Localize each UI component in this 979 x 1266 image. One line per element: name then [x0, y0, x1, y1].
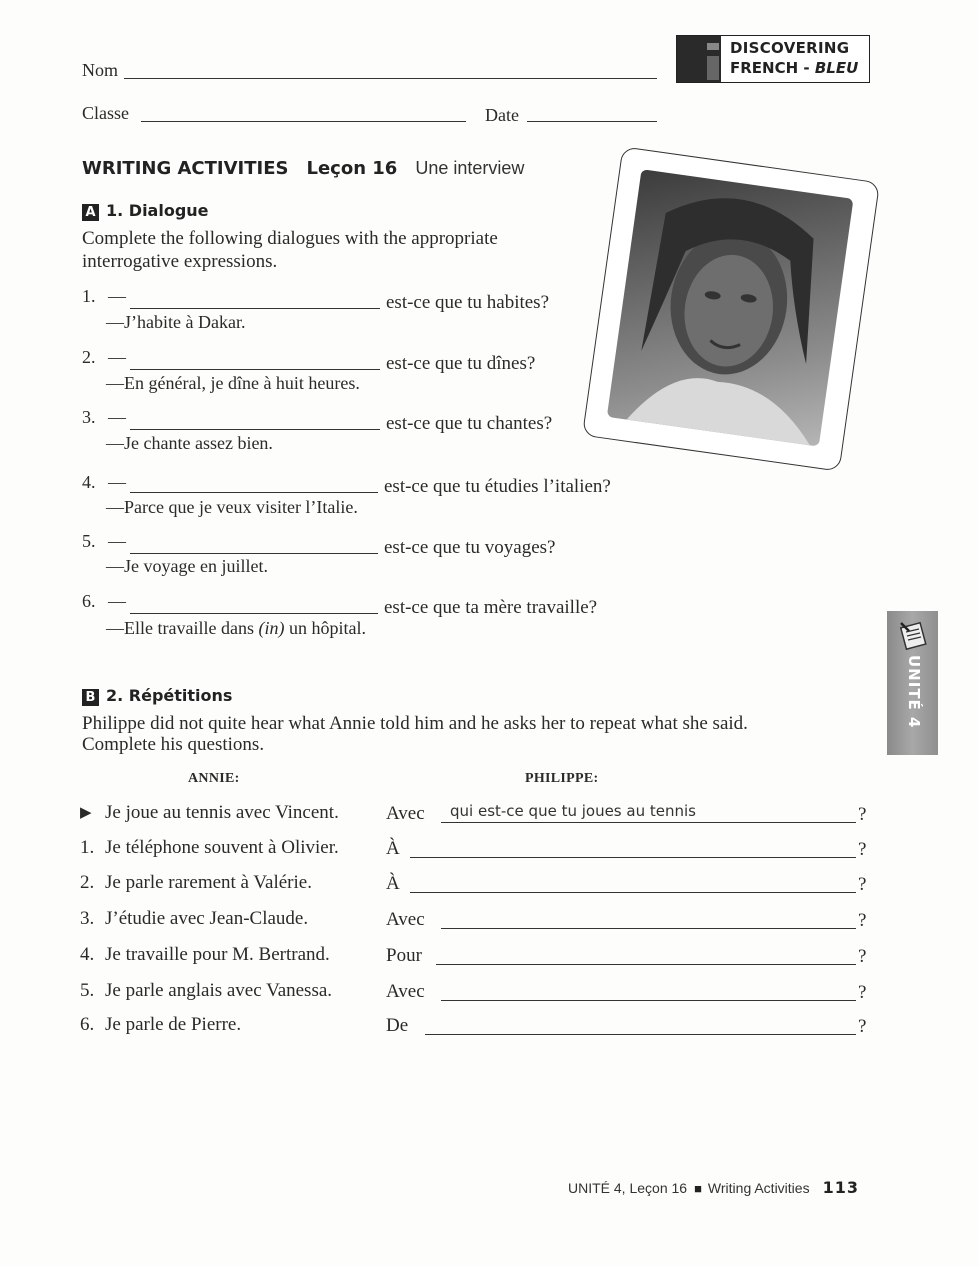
example-marker: ▶ [80, 805, 92, 821]
dialogue-answer-field-4[interactable] [130, 492, 378, 493]
dialogue-answer-field-5[interactable] [130, 553, 378, 554]
dialogue-item-2: 2. — est-ce que tu dînes? —En général, je dîne à huit heures. [82, 347, 536, 393]
repetition-answer-field-2[interactable] [410, 892, 856, 893]
date-field[interactable] [527, 121, 657, 122]
repetition-answer-field-4[interactable] [436, 964, 856, 965]
footer-square-icon: ■ [694, 1181, 702, 1196]
portrait-photo [607, 169, 854, 446]
dialogue-answer-field-2[interactable] [130, 369, 380, 370]
section-a-instructions: Complete the following dialogues with the appropriate interrogative expressions. [82, 228, 498, 272]
example-handwritten-answer: qui est-ce que tu joues au tennis [450, 802, 696, 820]
date-label: Date [485, 105, 519, 125]
page-number: 113 [822, 1178, 859, 1197]
repetition-example-row: ▶ Je joue au tennis avec Vincent. Avec qui est-ce que tu joues au tennis ? [80, 802, 867, 825]
discovering-french-badge [676, 35, 870, 83]
classe-field[interactable] [141, 121, 466, 122]
example-answer-line [441, 822, 856, 823]
repetition-answer-field-5[interactable] [441, 1000, 856, 1001]
repetition-answer-field-6[interactable] [425, 1034, 856, 1035]
dialogue-answer-field-6[interactable] [130, 613, 378, 614]
repetition-item-5: 5. Je parle anglais avec Vanessa. Avec ? [80, 980, 867, 1003]
dialogue-answer-field-3[interactable] [130, 429, 380, 430]
badge-line2: FRENCH - BLEU [730, 59, 859, 77]
footer-unit-lesson: UNITÉ 4, Leçon 16 [568, 1180, 688, 1196]
section-b-instructions: Philippe did not quite hear what Annie told him and he asks her to repeat what she said. Complete his questions. [82, 713, 748, 755]
footer-section: Writing Activities [707, 1180, 810, 1196]
classe-label: Classe [82, 103, 129, 123]
section-b-heading: B 2. Répétitions [82, 686, 232, 706]
repetition-item-2: 2. Je parle rarement à Valérie. À ? [80, 872, 867, 895]
repetition-answer-field-1[interactable] [410, 857, 856, 858]
page-footer [568, 1178, 859, 1198]
badge-logo-block [677, 36, 721, 82]
side-tab-label: UNITÉ 4 [905, 655, 923, 729]
nom-label: Nom [82, 60, 118, 80]
dialogue-answer-field-1[interactable] [130, 308, 380, 309]
repetition-item-4: 4. Je travaille pour M. Bertrand. Pour ? [80, 944, 867, 967]
nom-field[interactable] [124, 78, 657, 79]
dialogue-item-4: 4. — est-ce que tu étudies l’italien? —Parce que je veux visiter l’Italie. [82, 472, 611, 517]
repetition-item-6: 6. Je parle de Pierre. De ? [80, 1014, 867, 1037]
philippe-column-header: PHILIPPE: [525, 771, 599, 786]
dialogue-item-1: 1. — est-ce que tu habites? —J’habite à Dakar. [82, 286, 550, 332]
page-title: WRITING ACTIVITIES Leçon 16 Une interview [82, 158, 525, 179]
repetition-answer-field-3[interactable] [441, 928, 856, 929]
section-a-heading: A 1. Dialogue [82, 201, 209, 221]
annie-column-header: ANNIE: [188, 771, 240, 786]
dialogue-item-5: 5. — est-ce que tu voyages? —Je voyage en juillet. [82, 531, 556, 576]
repetition-item-1: 1. Je téléphone souvent à Olivier. À ? [80, 837, 867, 860]
dialogue-item-6: 6. — est-ce que ta mère travaille? —Elle travaille dans (in) un hôpital. [82, 591, 598, 638]
notepad-icon [897, 619, 929, 651]
repetition-item-3: 3. J’étudie avec Jean-Claude. Avec ? [80, 908, 867, 931]
dialogue-item-3: 3. — est-ce que tu chantes? —Je chante assez bien. [82, 407, 553, 453]
unit-side-tab [887, 611, 938, 755]
badge-line1: DISCOVERING [730, 39, 850, 57]
